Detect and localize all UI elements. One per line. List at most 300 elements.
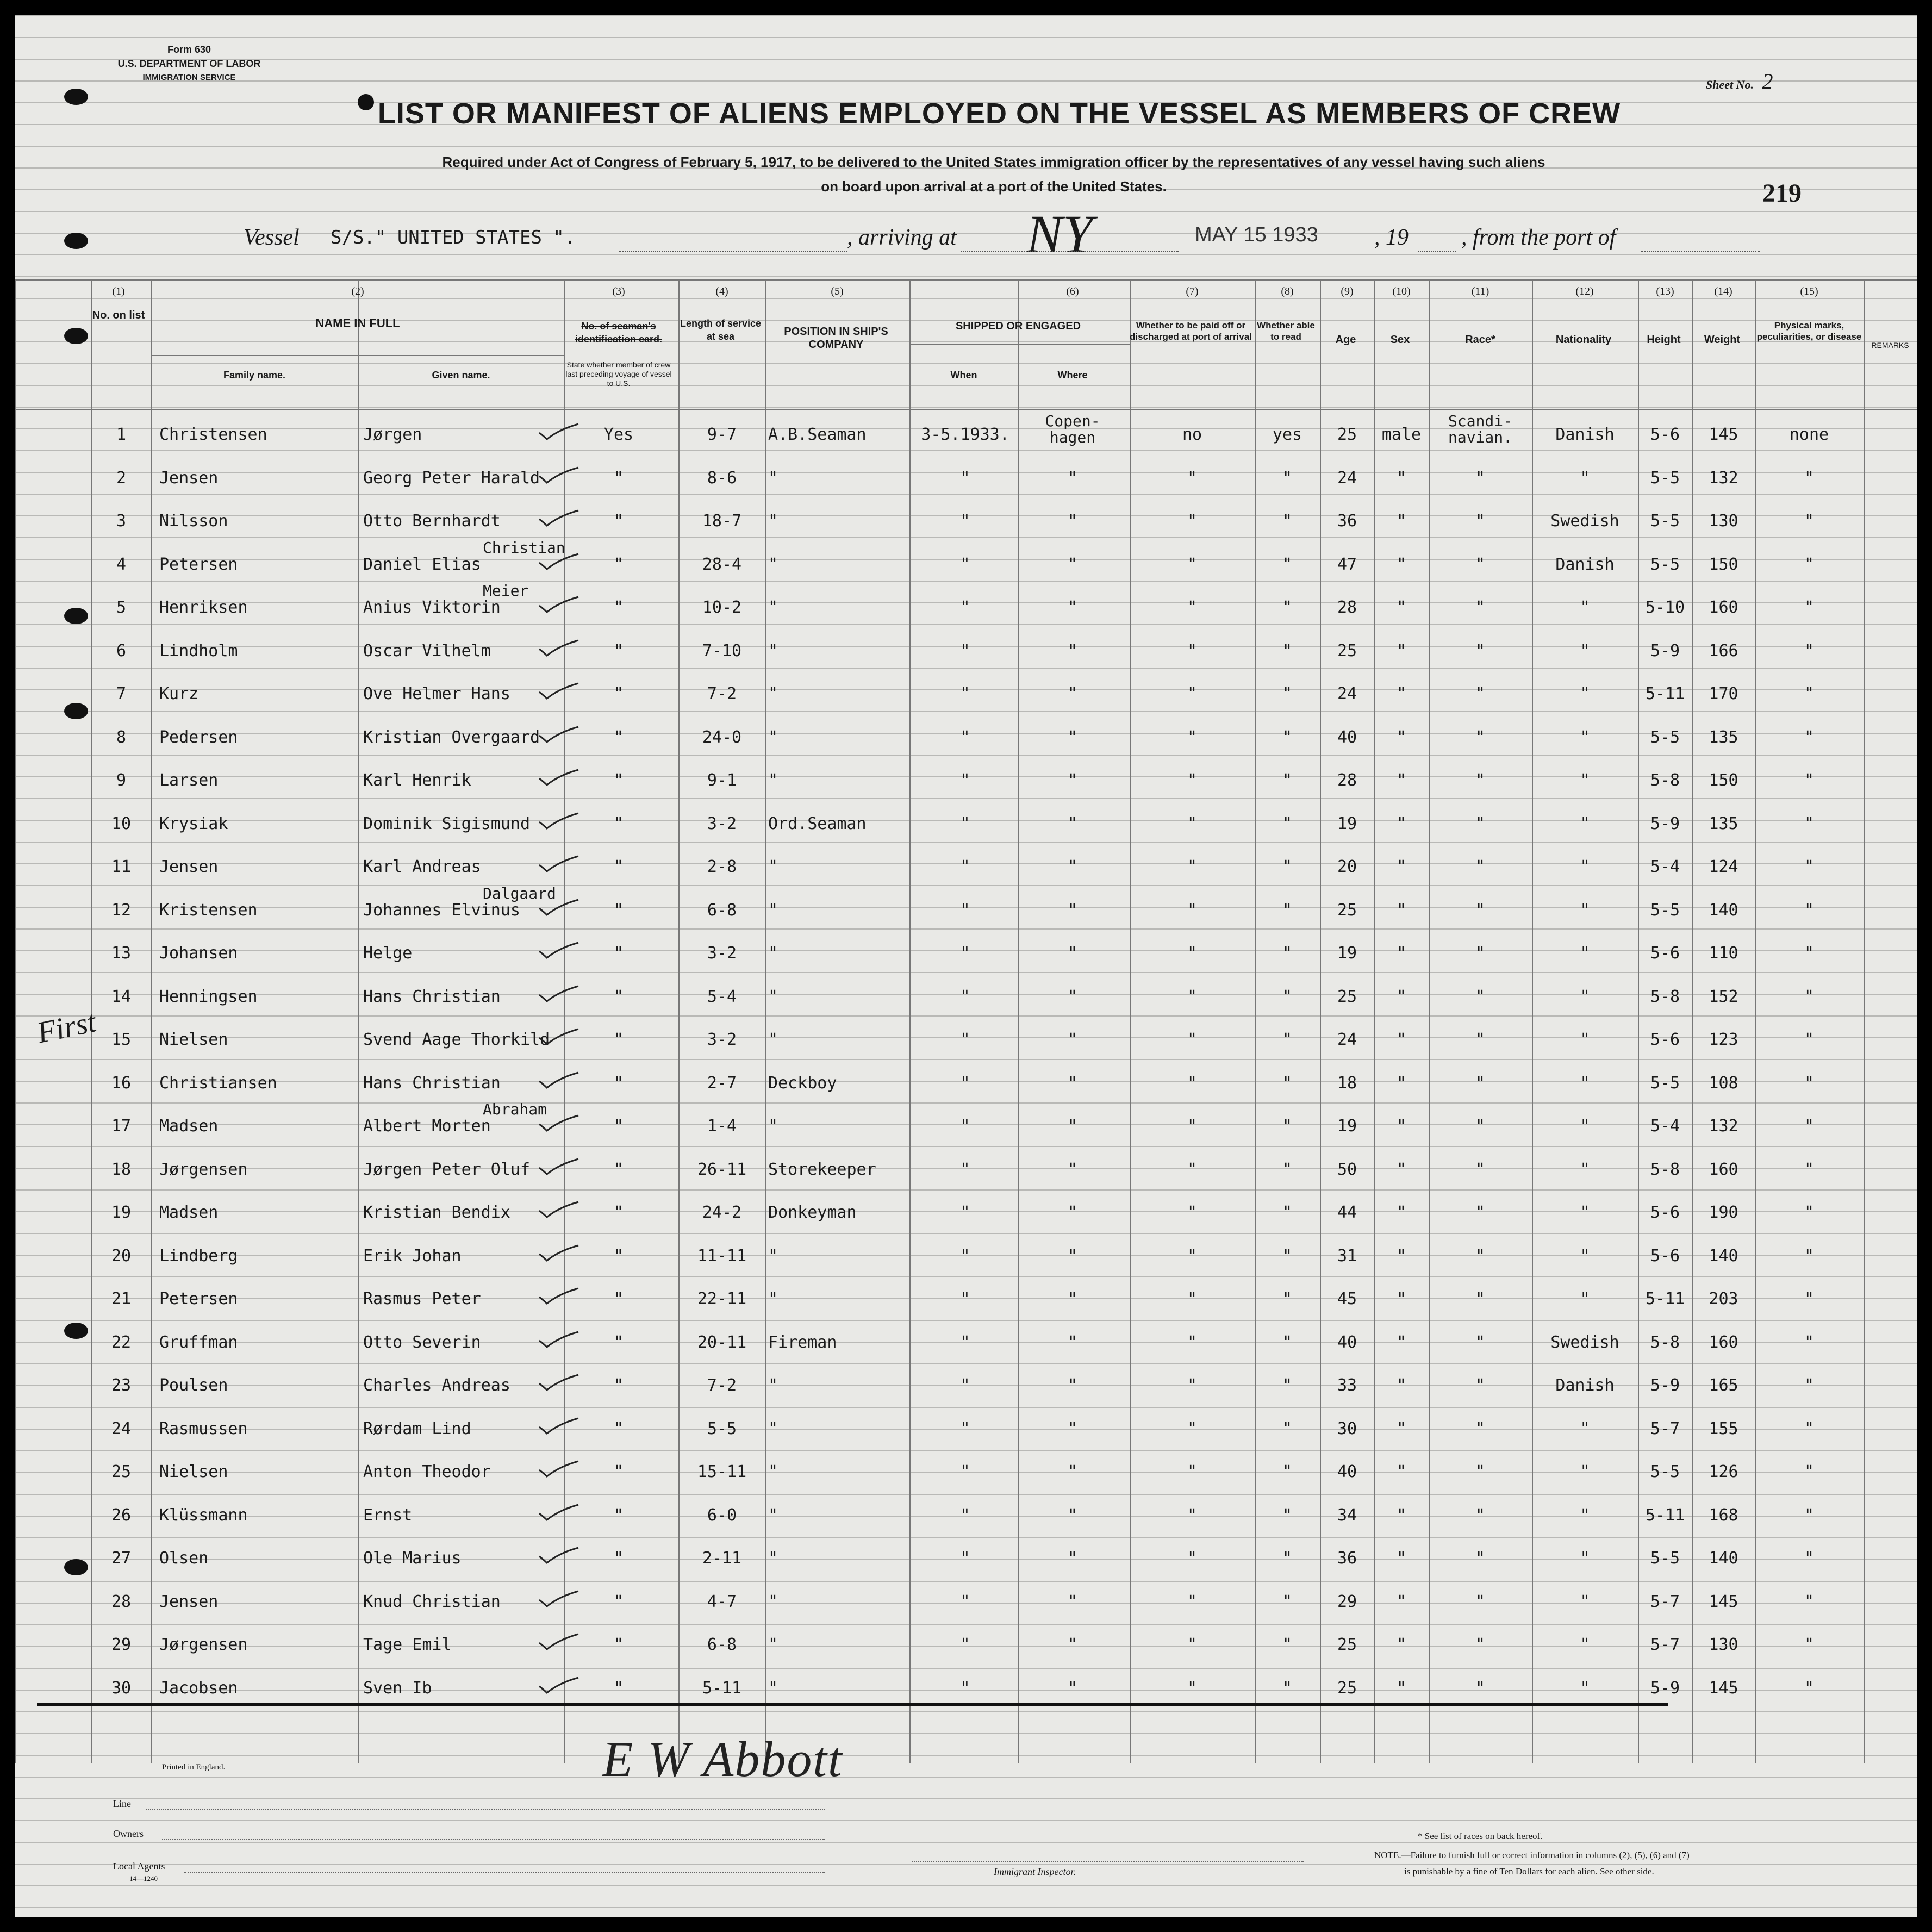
cell-prev: " [613,1332,624,1352]
cell-prev: " [613,1505,624,1525]
column-number: (8) [1281,285,1294,297]
cell-weight: 165 [1709,1376,1738,1395]
table-row [15,1406,1917,1450]
cell-sex: " [1396,554,1407,574]
cell-read: " [1282,1505,1293,1525]
paper-rule [15,15,1917,16]
cell-no: 21 [111,1289,132,1308]
cell-given: Dominik Sigismund [363,814,531,833]
cell-age: 36 [1337,512,1357,531]
cell-read: " [1282,944,1293,963]
cell-position: " [768,1462,778,1481]
cell-age: 25 [1337,641,1357,660]
cell-height: 5-8 [1650,1332,1680,1352]
paper-rule [15,1907,1917,1908]
cell-position: Donkeyman [768,1203,857,1222]
cell-family: Lindholm [159,641,238,660]
cell-nat: " [1580,857,1590,876]
cell-paid: " [1187,727,1198,747]
cell-prev: Yes [603,425,634,444]
cell-family: Pedersen [159,727,238,747]
cell-length: 7-2 [707,1376,737,1395]
cell-paid: " [1187,1030,1198,1049]
column-number: (14) [1714,285,1732,297]
cell-position: " [768,1117,778,1136]
cell-height: 5-4 [1650,857,1680,876]
cell-where: " [1067,987,1078,1006]
cell-where: " [1067,814,1078,833]
cell-marks: " [1804,1462,1815,1481]
cell-family: Jørgensen [159,1635,248,1654]
cell-paid: " [1187,944,1198,963]
cell-paid: " [1187,771,1198,790]
cell-race: " [1475,857,1486,876]
cell-paid: " [1187,1505,1198,1525]
paper-rule [15,211,1917,212]
cell-read: " [1282,1030,1293,1049]
cell-paid: " [1187,1160,1198,1179]
cell-length: 6-0 [707,1505,737,1525]
cell-weight: 203 [1709,1289,1738,1308]
cell-race: " [1475,1160,1486,1179]
cell-given: Anton Theodor [363,1462,491,1481]
cell-prev: " [613,1419,624,1438]
col-read-header: Whether able to read [1257,320,1315,342]
cell-race: " [1475,1419,1486,1438]
cell-length: 7-2 [707,684,737,703]
col-marks-header: Physical marks, peculiarities, or disease [1756,320,1862,342]
check-mark-icon [537,855,581,874]
cell-length: 15-11 [697,1462,747,1481]
cell-read: " [1282,1462,1293,1481]
col-when-header: When [950,370,977,381]
cell-marks: " [1804,1203,1815,1222]
col-height-header: Height [1647,334,1681,346]
col-nationality-header: Nationality [1555,334,1612,346]
cell-marks: " [1804,1505,1815,1525]
cell-length: 9-1 [707,771,737,790]
check-mark-icon [537,1417,581,1436]
cell-sex: " [1396,598,1407,617]
cell-family: Jensen [159,468,219,488]
cell-position: " [768,1246,778,1266]
cell-weight: 130 [1709,512,1738,531]
cell-read: " [1282,468,1293,488]
paper-rule [15,276,1917,277]
cell-family: Larsen [159,771,219,790]
paper-rule [15,1777,1917,1778]
cell-length: 24-0 [702,727,742,747]
cell-family: Petersen [159,554,238,574]
cell-sex: " [1396,468,1407,488]
cell-family: Gruffman [159,1332,238,1352]
cell-paid: " [1187,1419,1198,1438]
cell-length: 7-10 [702,641,742,660]
table-row [15,628,1917,672]
cell-race: " [1475,727,1486,747]
col-given-header: Given name. [432,370,490,381]
cell-height: 5-6 [1650,425,1680,444]
cell-race: " [1475,814,1486,833]
cell-sex: male [1381,425,1422,444]
cell-given: Jørgen [363,425,422,444]
cell-position: " [768,684,778,703]
column-number: (13) [1656,285,1674,297]
cell-where: " [1067,1289,1078,1308]
cell-marks: " [1804,1678,1815,1698]
cell-position: Fireman [768,1332,837,1352]
cell-where: " [1067,1332,1078,1352]
sheet-label: Sheet No. [1706,78,1754,91]
cell-height: 5-5 [1650,727,1680,747]
cell-nat: " [1580,684,1590,703]
cell-age: 31 [1337,1246,1357,1266]
cell-nat: " [1580,1073,1590,1093]
check-mark-icon [537,1460,581,1479]
table-row [15,1363,1917,1406]
cell-given-extra: Dalgaard [483,884,556,902]
cell-no: 5 [116,598,127,617]
cell-prev: " [613,598,624,617]
cell-weight: 124 [1709,857,1738,876]
cell-race: " [1475,598,1486,617]
cell-race: " [1475,684,1486,703]
cell-length: 9-7 [707,425,737,444]
cell-paid: " [1187,1376,1198,1395]
cell-no: 4 [116,554,127,574]
cell-when: " [960,727,970,747]
cell-marks: " [1804,727,1815,747]
col-age-header: Age [1335,334,1356,346]
cell-prev: " [613,857,624,876]
cell-paid: " [1187,1332,1198,1352]
cell-when: " [960,512,970,531]
paper-rule [15,146,1917,147]
cell-when: " [960,1505,970,1525]
cell-marks: " [1804,1419,1815,1438]
cell-given: Rørdam Lind [363,1419,471,1438]
paper-rule [15,1885,1917,1886]
cell-no: 12 [111,900,132,920]
cell-no: 15 [111,1030,132,1049]
cell-nat: " [1580,641,1590,660]
cell-sex: " [1396,1635,1407,1654]
cell-where: " [1067,1505,1078,1525]
cell-length: 10-2 [702,598,742,617]
cell-height: 5-10 [1645,598,1685,617]
col-shipped-header: SHIPPED OR ENGAGED [955,320,1081,332]
cell-race: " [1475,1678,1486,1698]
cell-sex: " [1396,727,1407,747]
cell-marks: " [1804,1117,1815,1136]
cell-length: 3-2 [707,944,737,963]
cell-prev: " [613,512,624,531]
cell-read: " [1282,1678,1293,1698]
column-number: (4) [715,285,728,297]
cell-given: Ove Helmer Hans [363,684,510,703]
cell-position: " [768,1592,778,1611]
cell-length: 3-2 [707,814,737,833]
check-mark-icon [537,1244,581,1263]
cell-where: " [1067,944,1078,963]
check-mark-icon [537,726,581,744]
cell-height: 5-11 [1645,1505,1685,1525]
form-block [86,42,292,85]
cell-weight: 145 [1709,1678,1738,1698]
check-mark-icon [537,985,581,1004]
cell-family: Jensen [159,1592,219,1611]
cell-paid: " [1187,814,1198,833]
table-row [15,1190,1917,1233]
cell-nat: Swedish [1550,512,1619,531]
form-number: Form 630 [167,44,211,55]
arriving-label: , arriving at [847,225,957,250]
cell-race: " [1475,512,1486,531]
cell-prev: " [613,1246,624,1266]
cell-age: 24 [1337,1030,1357,1049]
cell-no: 3 [116,512,127,531]
cell-family: Madsen [159,1117,219,1136]
cell-when: " [960,771,970,790]
table-row [15,1449,1917,1493]
cell-nat: " [1580,987,1590,1006]
cell-sex: " [1396,1419,1407,1438]
cell-weight: 160 [1709,1332,1738,1352]
col-sex-header: Sex [1390,334,1410,346]
cell-weight: 155 [1709,1419,1738,1438]
cell-read: " [1282,1549,1293,1568]
cell-age: 44 [1337,1203,1357,1222]
check-mark-icon [537,1201,581,1219]
cell-age: 29 [1337,1592,1357,1611]
cell-position: " [768,1549,778,1568]
col-name-header: NAME IN FULL [315,316,400,330]
table-row [15,1276,1917,1320]
cell-weight: 130 [1709,1635,1738,1654]
table-row [15,974,1917,1018]
check-mark-icon [537,596,581,614]
cell-where: Copen- hagen [1045,412,1100,446]
cell-sex: " [1396,512,1407,531]
cell-no: 17 [111,1117,132,1136]
year-label: , 19 [1374,225,1409,250]
cell-marks: " [1804,900,1815,920]
cell-age: 33 [1337,1376,1357,1395]
table-row [15,671,1917,715]
column-number: (15) [1800,285,1818,297]
cell-weight: 110 [1709,944,1738,963]
cell-when: " [960,1203,970,1222]
cell-marks: " [1804,944,1815,963]
cell-nat: " [1580,1462,1590,1481]
cell-height: 5-5 [1650,468,1680,488]
cell-race: " [1475,1505,1486,1525]
cell-age: 36 [1337,1549,1357,1568]
check-mark-icon [537,1331,581,1349]
cell-prev: " [613,1462,624,1481]
column-number: (6) [1066,285,1079,297]
cell-family: Johansen [159,944,238,963]
paper-rule [15,37,1917,38]
date-stamp: MAY 15 1933 [1195,223,1318,246]
cell-position: " [768,512,778,531]
cell-length: 5-11 [702,1678,742,1698]
cell-sex: " [1396,857,1407,876]
cell-length: 5-5 [707,1419,737,1438]
cell-race: " [1475,1203,1486,1222]
cell-where: " [1067,1246,1078,1266]
cell-read: yes [1272,425,1302,444]
cell-given-extra: Christian [483,538,565,557]
cell-family: Nilsson [159,512,228,531]
cell-when: " [960,1678,970,1698]
cell-read: " [1282,641,1293,660]
cell-prev: " [613,554,624,574]
cell-when: " [960,641,970,660]
cell-weight: 140 [1709,1246,1738,1266]
cell-given: Helge [363,944,413,963]
cell-family: Christiansen [159,1073,277,1093]
cell-position: " [768,1289,778,1308]
cell-sex: " [1396,1117,1407,1136]
cell-height: 5-6 [1650,1030,1680,1049]
cell-sex: " [1396,1289,1407,1308]
cell-read: " [1282,857,1293,876]
cell-marks: " [1804,1549,1815,1568]
cell-prev: " [613,1549,624,1568]
cell-height: 5-6 [1650,944,1680,963]
cell-position: " [768,987,778,1006]
cell-when: " [960,1117,970,1136]
cell-height: 5-9 [1650,641,1680,660]
cell-when: " [960,1030,970,1049]
cell-height: 5-5 [1650,1073,1680,1093]
cell-weight: 108 [1709,1073,1738,1093]
cell-nat: " [1580,598,1590,617]
page-number: 219 [1762,179,1802,208]
cell-read: " [1282,771,1293,790]
cell-given: Otto Bernhardt [363,512,501,531]
cell-position: " [768,1030,778,1049]
cell-paid: no [1182,425,1202,444]
footer-races-note: * See list of races on back hereof. [1418,1831,1543,1841]
cell-where: " [1067,1678,1078,1698]
cell-where: " [1067,1549,1078,1568]
table-row [15,758,1917,801]
cell-marks: " [1804,1160,1815,1179]
cell-height: 5-4 [1650,1117,1680,1136]
cell-age: 19 [1337,944,1357,963]
cell-prev: " [613,814,624,833]
cell-read: " [1282,1117,1293,1136]
cell-marks: " [1804,468,1815,488]
cell-marks: " [1804,1592,1815,1611]
cell-length: 2-8 [707,857,737,876]
cell-position: " [768,771,778,790]
cell-height: 5-8 [1650,987,1680,1006]
cell-paid: " [1187,987,1198,1006]
cell-position: " [768,1376,778,1395]
cell-where: " [1067,1635,1078,1654]
cell-length: 24-2 [702,1203,742,1222]
cell-prev: " [613,1073,624,1093]
check-mark-icon [537,423,581,441]
cell-read: " [1282,727,1293,747]
cell-given: Kristian Overgaard [363,727,540,747]
cell-weight: 160 [1709,1160,1738,1179]
cell-no: 2 [116,468,127,488]
cell-prev: " [613,641,624,660]
cell-race: " [1475,1117,1486,1136]
header-line [15,409,1917,410]
table-row [15,844,1917,888]
cell-length: 3-2 [707,1030,737,1049]
cell-read: " [1282,814,1293,833]
cell-position: " [768,1635,778,1654]
cell-where: " [1067,727,1078,747]
cell-family: Henriksen [159,598,248,617]
check-mark-icon [537,769,581,787]
cell-no: 9 [116,771,127,790]
cell-position: " [768,641,778,660]
check-mark-icon [537,639,581,658]
cell-no: 23 [111,1376,132,1395]
cell-height: 5-6 [1650,1203,1680,1222]
col-weight-header: Weight [1704,334,1741,346]
cell-given: Albert Morten [363,1117,491,1136]
paper-rule [15,1842,1917,1843]
cell-no: 18 [111,1160,132,1179]
cell-weight: 123 [1709,1030,1738,1049]
table-row [15,715,1917,758]
cell-position: " [768,857,778,876]
cell-weight: 168 [1709,1505,1738,1525]
cell-sex: " [1396,684,1407,703]
cell-prev: " [613,1030,624,1049]
cell-height: 5-9 [1650,1376,1680,1395]
cell-position: Ord.Seaman [768,814,867,833]
table-row [15,1017,1917,1061]
cell-given: Georg Peter Harald [363,468,540,488]
cell-read: " [1282,512,1293,531]
cell-age: 50 [1337,1160,1357,1179]
cell-paid: " [1187,1592,1198,1611]
cell-marks: " [1804,512,1815,531]
cell-nat: " [1580,468,1590,488]
cell-given: Knud Christian [363,1592,501,1611]
cell-prev: " [613,1289,624,1308]
cell-no: 1 [116,425,127,444]
cell-paid: " [1187,1073,1198,1093]
check-mark-icon [537,1158,581,1176]
col-race-header: Race* [1465,334,1495,346]
cell-sex: " [1396,1203,1407,1222]
cell-prev: " [613,900,624,920]
cell-when: " [960,1332,970,1352]
cell-age: 34 [1337,1505,1357,1525]
cell-no: 16 [111,1073,132,1093]
footer-agents-label: Local Agents [113,1861,165,1872]
cell-given: Kristian Bendix [363,1203,510,1222]
cell-length: 8-6 [707,468,737,488]
table-row [15,1233,1917,1277]
cell-no: 29 [111,1635,132,1654]
cell-length: 2-7 [707,1073,737,1093]
cell-length: 4-7 [707,1592,737,1611]
cell-length: 22-11 [697,1289,747,1308]
cell-family: Jensen [159,857,219,876]
cell-weight: 170 [1709,684,1738,703]
